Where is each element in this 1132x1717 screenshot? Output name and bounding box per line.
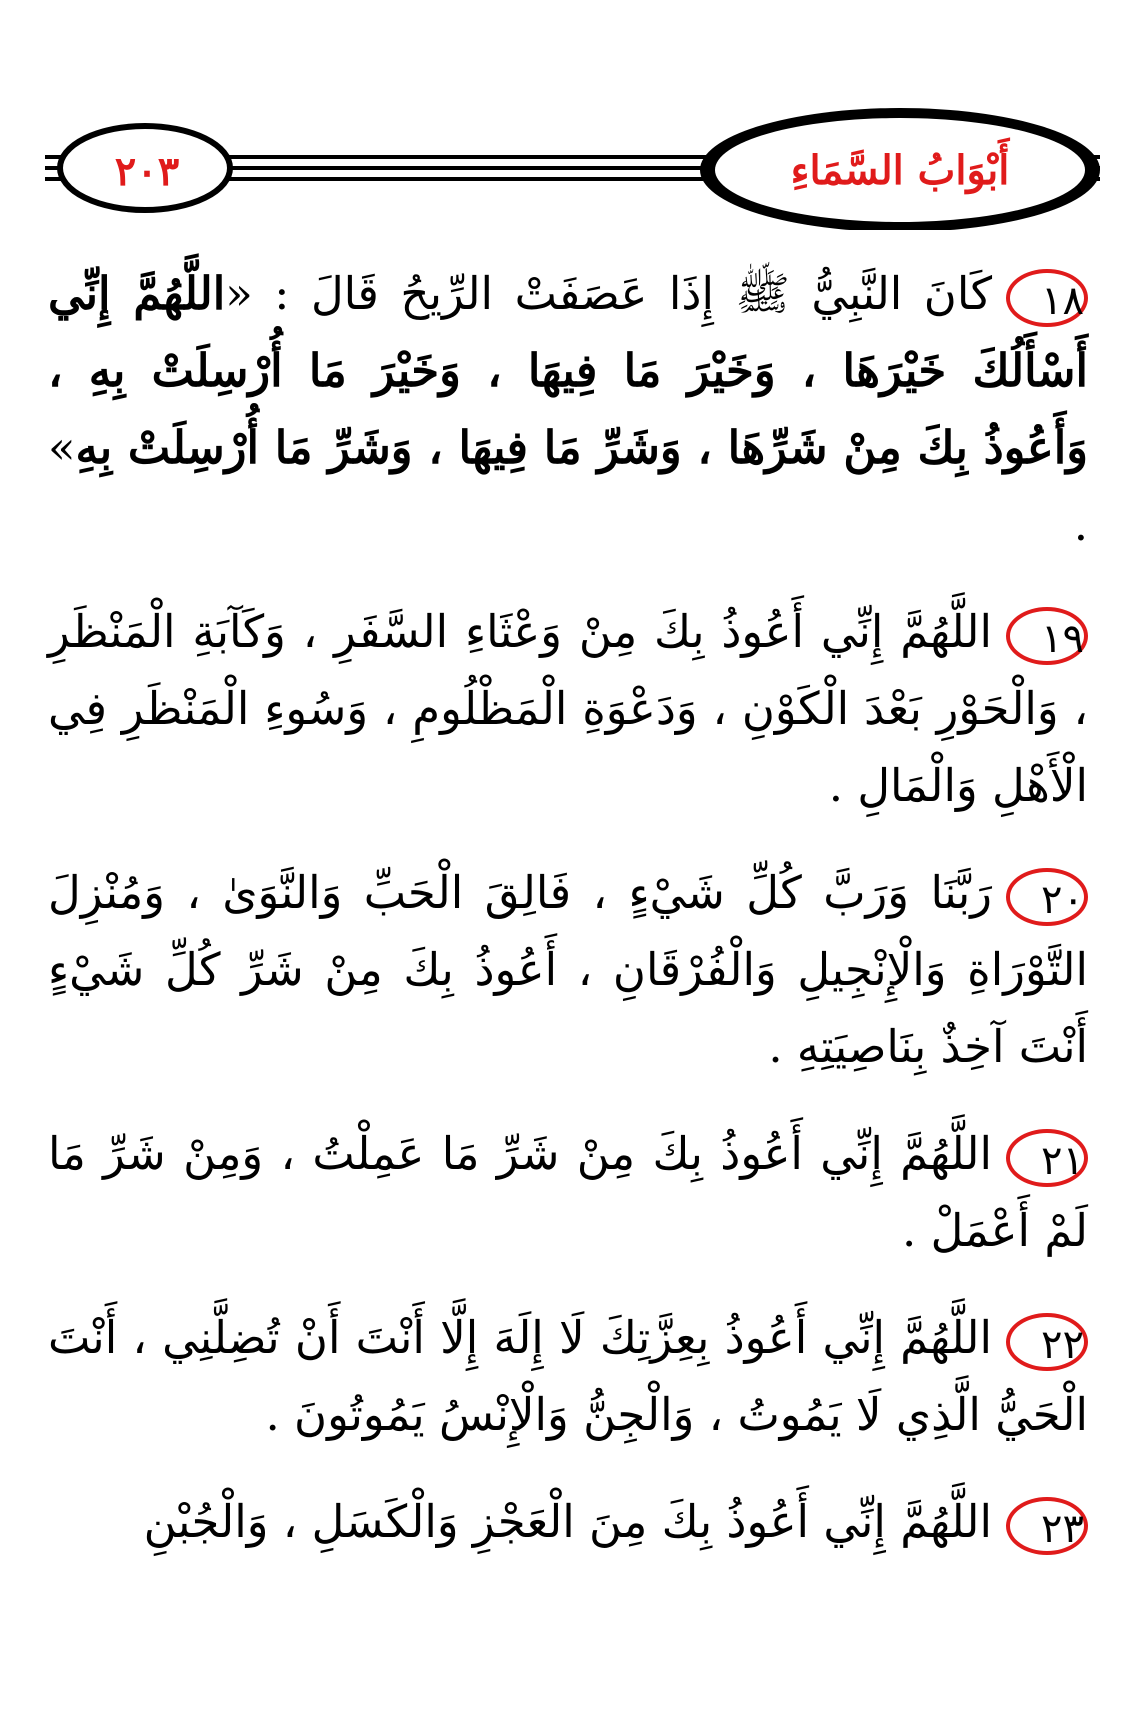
entry-outro: » .	[48, 421, 1088, 551]
entry-number-badge: ٢٠	[1006, 868, 1088, 926]
entry-19	[48, 593, 1088, 824]
entry-number-badge: ١٨	[1006, 269, 1088, 327]
page-body	[48, 255, 1088, 1590]
entry-18	[48, 255, 1088, 563]
entry-23	[48, 1483, 1088, 1560]
entry-20	[48, 854, 1088, 1085]
entry-number-badge: ١٩	[1006, 607, 1088, 665]
entry-text: اللَّهُمَّ إِنِّي أَعُوذُ بِعِزَّتِكَ لَا إِلَهَ إِلَّا أَنْتَ أَنْ تُضِلَّنِي ، أَنْتَ الْحَيُّ الَّذِي لَا يَمُوتُ ، وَالْجِنُّ وَالْإِنْسُ يَمُوتُونَ .	[48, 1311, 1088, 1441]
entry-intro: كَانَ النَّبِيُّ ﷺ إِذَا عَصَفَتْ الرِّيحُ قَالَ : «	[225, 267, 992, 320]
entry-text: رَبَّنَا وَرَبَّ كُلِّ شَيْءٍ ، فَالِقَ الْحَبِّ وَالنَّوَىٰ ، وَمُنْزِلَ التَّوْرَاةِ وَالْإِنْجِيلِ وَالْفُرْقَانِ ، أَعُوذُ بِكَ مِنْ شَرِّ كُلِّ شَيْءٍ أَنْتَ آخِذٌ بِنَاصِيَتِهِ .	[48, 866, 1088, 1073]
running-title: أَبْوَابُ السَّمَاءِ	[790, 146, 1010, 194]
entry-22	[48, 1299, 1088, 1453]
entry-number-badge: ٢٢	[1006, 1313, 1088, 1371]
entry-21	[48, 1115, 1088, 1269]
entry-text: اللَّهُمَّ إِنِّي أَعُوذُ بِكَ مِنْ شَرِّ مَا عَمِلْتُ ، وَمِنْ شَرِّ مَا لَمْ أَعْمَلْ .	[48, 1127, 1088, 1257]
entry-number-badge: ٢١	[1006, 1129, 1088, 1187]
entry-text: اللَّهُمَّ إِنِّي أَعُوذُ بِكَ مِنْ وَعْثَاءِ السَّفَرِ ، وَكَآبَةِ الْمَنْظَرِ ، وَالْحَوْرِ بَعْدَ الْكَوْنِ ، وَدَعْوَةِ الْمَظْلُومِ ، وَسُوءِ الْمَنْظَرِ فِي الْأَهْلِ وَالْمَالِ .	[48, 605, 1088, 812]
page-header	[0, 0, 1132, 230]
entry-text: اللَّهُمَّ إِنِّي أَعُوذُ بِكَ مِنَ الْعَجْزِ وَالْكَسَلِ ، وَالْجُبْنِ	[143, 1495, 992, 1548]
page-number: ٢٠٣	[114, 147, 180, 195]
entry-dua-bold: اللَّهُمَّ إِنِّي أَسْأَلُكَ خَيْرَهَا ، وَخَيْرَ مَا فِيهَا ، وَخَيْرَ مَا أُرْسِلَتْ بِهِ ، وَأَعُوذُ بِكَ مِنْ شَرِّهَا ، وَشَرِّ مَا فِيهَا ، وَشَرِّ مَا أُرْسِلَتْ بِهِ	[48, 267, 1088, 474]
entry-number-badge: ٢٣	[1006, 1497, 1088, 1555]
